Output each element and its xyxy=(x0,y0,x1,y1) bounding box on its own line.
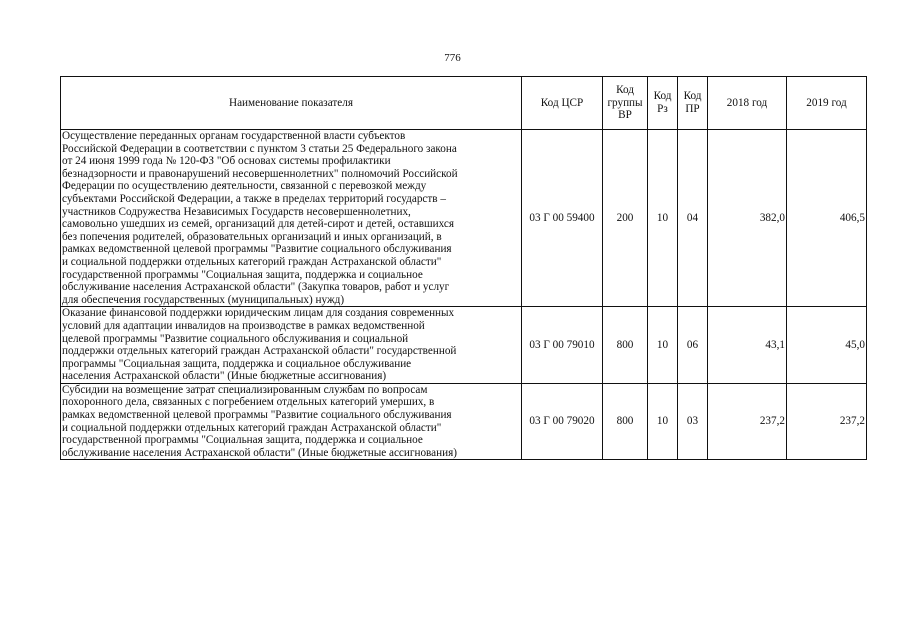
row-rz-code: 10 xyxy=(648,307,678,384)
header-name: Наименование показателя xyxy=(61,77,522,130)
table-row xyxy=(61,383,867,460)
row-name: Оказание финансовой поддержки юридическим лицам для создания современных условий для адаптации инвалидов на производстве в рамках ведомственной целевой программы "Развитие социального обслуживания и социальной поддержки отдельных категорий граждан Астраханской области" государственной программы "Социальная защита, поддержка и социальное обслуживание населения Астраханской области" (Иные бюджетные ассигнования) xyxy=(61,307,522,384)
row-rz-code: 10 xyxy=(648,383,678,460)
row-value-2019: 45,0 xyxy=(787,307,867,384)
table-row xyxy=(61,307,867,384)
budget-table xyxy=(60,76,867,460)
header-year-2019: 2019 год xyxy=(787,77,867,130)
table-header-row xyxy=(61,77,867,130)
row-csr-code: 03 Г 00 59400 xyxy=(522,130,603,307)
page-number: 776 xyxy=(444,52,461,64)
row-vr-code: 800 xyxy=(603,307,648,384)
row-pr-code: 04 xyxy=(678,130,708,307)
row-name: Субсидии на возмещение затрат специализированным службам по вопросам похоронного дела, связанных с погребением отдельных категорий умерших, в рамках ведомственной целевой программы "Развитие социального обслуживания и социальной поддержки отдельных категорий граждан Астраханской области" государственной программы "Социальная защита, поддержка и социальное обслуживание населения Астраханской области" (Иные бюджетные ассигнования) xyxy=(61,383,522,460)
row-value-2018: 43,1 xyxy=(708,307,787,384)
row-rz-code: 10 xyxy=(648,130,678,307)
row-csr-code: 03 Г 00 79010 xyxy=(522,307,603,384)
header-rz-code: Код Рз xyxy=(648,77,678,130)
header-csr-code: Код ЦСР xyxy=(522,77,603,130)
row-pr-code: 06 xyxy=(678,307,708,384)
row-name: Осуществление переданных органам государственной власти субъектов Российской Федерации в соответствии с пунктом 3 статьи 25 Федерального закона от 24 июня 1999 года № 120-ФЗ "Об основах системы профилактики безнадзорности и правонарушений несовершеннолетних" полномочий Российской Федерации по осуществлению деятельности, связанной с перевозкой между субъектами Российской Федерации, а также в пределах территорий государств – участников Содружества Независимых Государств несовершеннолетних, самовольно ушедших из семей, организаций для детей-сирот и детей, оставшихся без попечения родителей, образовательных организаций и иных организаций, в рамках ведомственной целевой программы "Развитие социального обслуживания и социальной поддержки отдельных категорий граждан Астраханской области" государственной программы "Социальная защита, поддержка и социальное обслуживание населения Астраханской области" (Закупка товаров, работ и услуг для обеспечения государственных (муниципальных) нужд) xyxy=(61,130,522,307)
header-pr-code: Код ПР xyxy=(678,77,708,130)
table-row xyxy=(61,130,867,307)
row-value-2018: 237,2 xyxy=(708,383,787,460)
header-year-2018: 2018 год xyxy=(708,77,787,130)
row-value-2019: 406,5 xyxy=(787,130,867,307)
row-value-2019: 237,2 xyxy=(787,383,867,460)
row-vr-code: 800 xyxy=(603,383,648,460)
header-vr-code: Код группы ВР xyxy=(603,77,648,130)
row-vr-code: 200 xyxy=(603,130,648,307)
row-value-2018: 382,0 xyxy=(708,130,787,307)
row-pr-code: 03 xyxy=(678,383,708,460)
row-csr-code: 03 Г 00 79020 xyxy=(522,383,603,460)
